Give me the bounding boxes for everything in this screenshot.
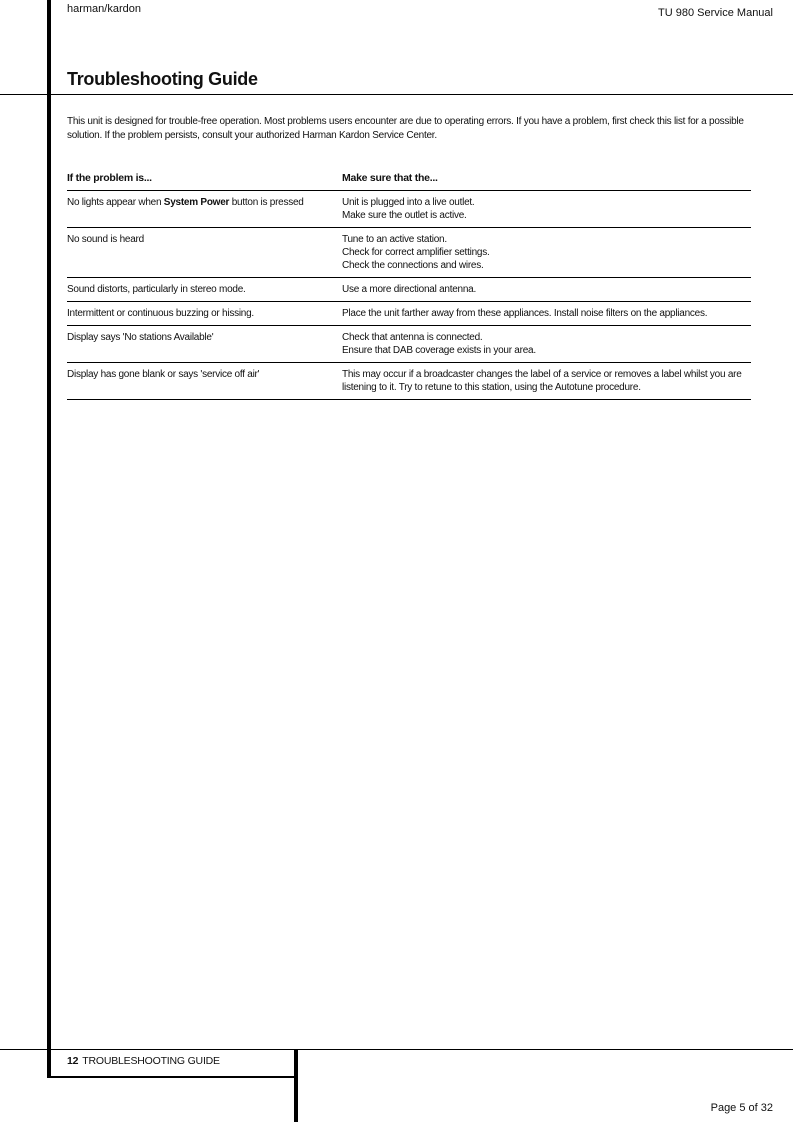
left-margin-bar [47, 0, 51, 1078]
footer-section-title: TROUBLESHOOTING GUIDE [82, 1055, 220, 1067]
solution-line: Place the unit farther away from these appliances. Install noise filters on the appliances. [342, 308, 708, 319]
solution-line: Unit is plugged into a live outlet. [342, 197, 475, 208]
problem-text: button is pressed [229, 197, 304, 208]
manual-title: TU 980 Service Manual [658, 7, 773, 19]
solution-cell [342, 368, 751, 394]
problem-text: No lights appear when [67, 197, 164, 208]
solution-line: Check for correct amplifier settings. [342, 247, 490, 258]
column-header-problem: If the problem is... [67, 172, 152, 184]
solution-line: This may occur if a broadcaster changes the label of a service or removes a label whilst you are listening to it. Try to retune to this station, using the Autotune procedure. [342, 369, 742, 393]
solution-cell [342, 196, 751, 222]
table-header-row [67, 172, 751, 191]
footer-box-rule [47, 1076, 298, 1078]
solution-cell [342, 307, 751, 320]
problem-button-name: System Power [163, 197, 230, 208]
table-row [67, 326, 751, 363]
problem-cell: No sound is heard [67, 234, 144, 245]
table-row [67, 191, 751, 228]
problem-cell: Sound distorts, particularly in stereo mode. [67, 284, 246, 295]
footer-vertical-bar [294, 1049, 298, 1122]
solution-line: Tune to an active station. [342, 234, 447, 245]
brand-name: harman/kardon [67, 3, 141, 15]
page-number: Page 5 of 32 [710, 1102, 773, 1114]
footer-divider [0, 1049, 793, 1050]
table-row [67, 363, 751, 400]
page-title: Troubleshooting Guide [67, 69, 258, 89]
footer-section-number: 12 [67, 1055, 79, 1067]
solution-line: Make sure the outlet is active. [342, 210, 467, 221]
solution-line: Check that antenna is connected. [342, 332, 483, 343]
solution-line: Check the connections and wires. [342, 260, 484, 271]
troubleshooting-table [67, 172, 751, 400]
problem-cell: Display says 'No stations Available' [67, 332, 214, 343]
solution-line: Use a more directional antenna. [342, 284, 476, 295]
intro-paragraph: This unit is designed for trouble-free operation. Most problems users encounter are due to operating errors. If you have a problem, first check this list for a possible solution. If the problem persists, consult your authorized Harman Kardon Service Center. [67, 116, 744, 141]
problem-cell: Display has gone blank or says 'service off air' [67, 369, 260, 380]
table-row [67, 278, 751, 302]
footer-section-label [67, 1055, 220, 1067]
table-row [67, 302, 751, 326]
title-divider [0, 94, 793, 95]
solution-line: Ensure that DAB coverage exists in your area. [342, 345, 536, 356]
column-header-solution: Make sure that the... [342, 172, 438, 184]
solution-cell [342, 331, 751, 357]
problem-cell [67, 196, 342, 222]
table-row [67, 228, 751, 278]
solution-cell [342, 233, 751, 272]
problem-cell: Intermittent or continuous buzzing or hissing. [67, 308, 254, 319]
solution-cell [342, 283, 751, 296]
